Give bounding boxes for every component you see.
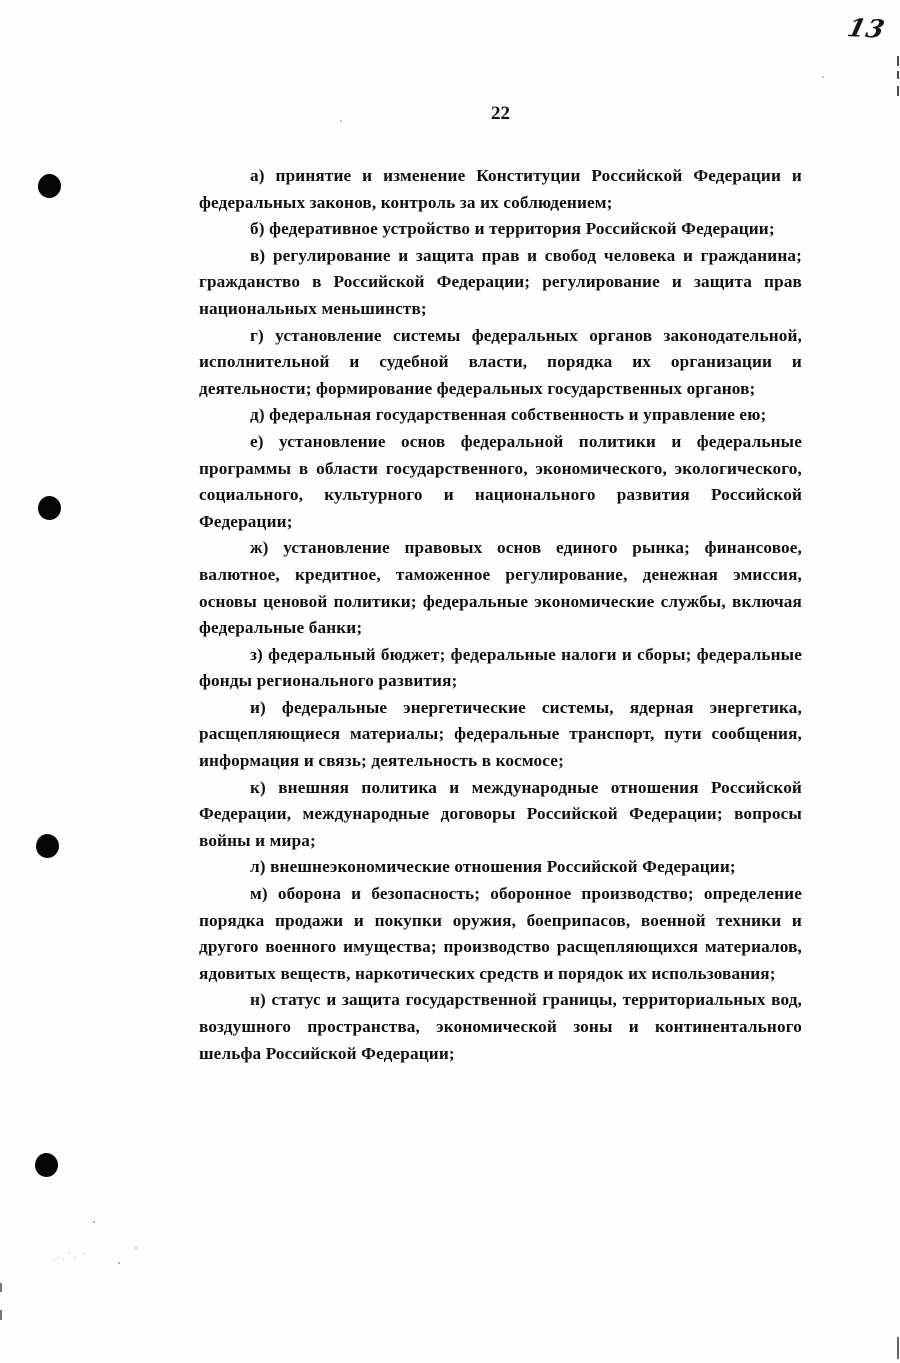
item-letter: ж) xyxy=(250,538,269,558)
pencil-smudge: .·․´․ · xyxy=(51,1249,89,1265)
constitution-item-paragraph xyxy=(199,775,802,855)
item-text: установление основ федеральной политики и федеральные программы в области государственного, экономического, экологического, социального, культурного и национального развития Российской Федерации; xyxy=(199,431,802,531)
item-letter: д) xyxy=(250,405,265,425)
item-letter: е) xyxy=(250,431,264,451)
item-letter: м) xyxy=(250,884,268,904)
item-text: федеральные энергетические системы, ядерная энергетика, расщепляющиеся материалы; федеральные транспорт, пути сообщения, информация и связь; деятельность в космосе; xyxy=(199,697,802,771)
binder-hole-mark xyxy=(35,1153,58,1177)
item-text: внешнеэкономические отношения Российской Федерации; xyxy=(270,857,736,877)
scan-speck xyxy=(822,76,824,78)
scan-speck xyxy=(135,1247,137,1249)
item-letter: к) xyxy=(250,777,266,797)
scan-edge-mark xyxy=(897,56,899,66)
item-letter: г) xyxy=(250,325,264,345)
constitution-item-paragraph xyxy=(199,243,802,323)
binder-hole-mark xyxy=(36,834,59,858)
item-letter: а) xyxy=(250,166,265,185)
constitution-item-paragraph xyxy=(199,323,802,403)
item-letter: л) xyxy=(250,857,266,877)
binder-hole-mark xyxy=(36,173,62,200)
item-letter: в) xyxy=(250,245,266,265)
constitution-item-paragraph xyxy=(199,163,802,216)
constitution-item-paragraph xyxy=(199,642,802,695)
scan-edge-mark xyxy=(0,1283,2,1292)
item-letter: б) xyxy=(250,219,265,239)
item-text: установление правовых основ единого рынка; финансовое, валютное, кредитное, таможенное регулирование, денежная эмиссия, основы ценовой политики; федеральные экономические службы, включая федеральные банки; xyxy=(199,538,802,638)
item-text: регулирование и защита прав и свобод человека и гражданина; гражданство в Российской Федерации; регулирование и защита прав национальных меньшинств; xyxy=(199,245,802,318)
item-letter: з) xyxy=(250,644,263,664)
constitution-item-paragraph xyxy=(199,535,802,641)
constitution-item-paragraph xyxy=(199,695,802,775)
scan-speck xyxy=(93,1221,95,1223)
item-text: принятие и изменение Конституции Российской Федерации и федеральных законов, контроль за их соблюдением; xyxy=(199,166,802,212)
item-text: федеральная государственная собственность и управление ею; xyxy=(269,405,767,425)
constitution-item-paragraph xyxy=(199,216,802,243)
scan-edge-mark xyxy=(897,71,899,79)
constitution-item-paragraph xyxy=(199,429,802,535)
item-text: установление системы федеральных органов законодательной, исполнительной и судебной власти, порядка их организации и деятельности; формирование федеральных государственных органов; xyxy=(199,325,802,398)
item-text: внешняя политика и международные отношения Российской Федерации, международные договоры Российской Федерации; вопросы войны и мира; xyxy=(199,777,802,850)
scan-speck xyxy=(118,1262,120,1264)
scan-edge-mark xyxy=(897,1337,899,1359)
scan-edge-mark xyxy=(0,1310,2,1320)
handwritten-page-number: 13 xyxy=(844,13,889,44)
item-text: статус и защита государственной границы, территориальных вод, воздушного пространства, экономической зоны и континентального шельфа Российской Федерации; xyxy=(199,990,802,1063)
constitution-item-paragraph xyxy=(199,402,802,429)
item-text: федеральный бюджет; федеральные налоги и сборы; федеральные фонды регионального развития; xyxy=(199,644,803,691)
constitution-item-paragraph xyxy=(199,881,802,987)
binder-hole-mark xyxy=(38,496,61,520)
item-letter: н) xyxy=(250,990,266,1010)
scan-edge-mark xyxy=(897,86,899,96)
constitution-item-paragraph xyxy=(199,987,802,1067)
item-text: оборона и безопасность; оборонное производство; определение порядка продажи и покупки оружия, боеприпасов, военной техники и другого военного имущества; производство расщепляющихся материалов, ядовитых веществ, наркотических средств и порядок их использования; xyxy=(199,884,802,983)
page-number: 22 xyxy=(491,103,510,124)
document-body xyxy=(199,163,802,1067)
scan-speck xyxy=(340,120,342,122)
item-letter: и) xyxy=(250,697,266,717)
item-text: федеративное устройство и территория Российской Федерации; xyxy=(269,219,775,239)
constitution-item-paragraph xyxy=(199,854,802,881)
